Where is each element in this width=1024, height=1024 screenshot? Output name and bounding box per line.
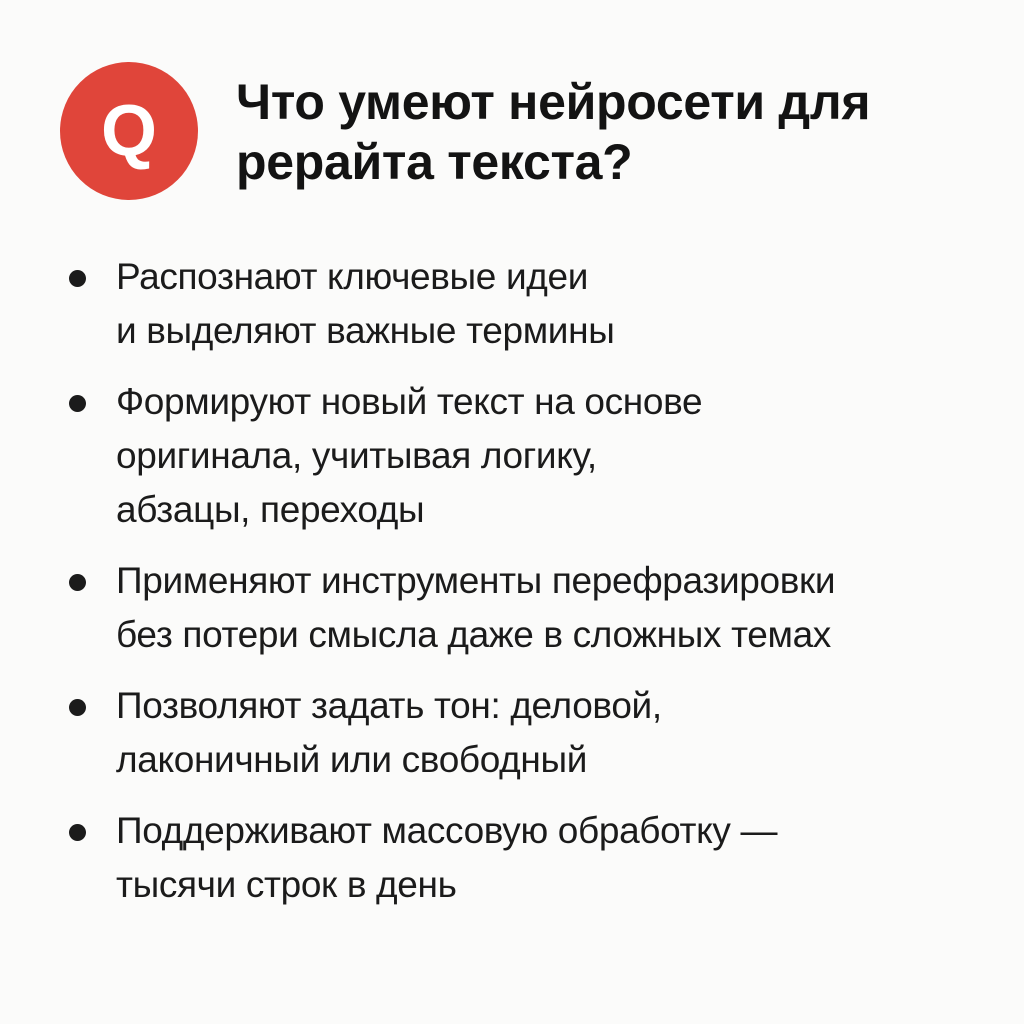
- list-item-line: Поддерживают массовую обработку —: [116, 810, 778, 851]
- list-item-line: тысячи строк в день: [116, 864, 457, 905]
- logo-letter: Q: [100, 91, 158, 171]
- list-item: [64, 554, 1014, 662]
- list-item: [64, 679, 1014, 787]
- bullet-dot-icon: [69, 270, 86, 287]
- list-item-line: Применяют инструменты перефразировки: [116, 560, 836, 601]
- list-item: [64, 250, 1014, 358]
- q-logo-graphic: [60, 62, 198, 200]
- q-logo-icon: [60, 62, 198, 200]
- page-title: [236, 72, 996, 192]
- title-line: Что умеют нейросети для: [236, 74, 871, 130]
- list-item-line: лаконичный или свободный: [116, 739, 588, 780]
- list-item-line: Позволяют задать тон: деловой,: [116, 685, 662, 726]
- bullet-dot-icon: [69, 395, 86, 412]
- bullet-dot-icon: [69, 574, 86, 591]
- list-item-line: оригинала, учитывая логику,: [116, 435, 597, 476]
- list-item-line: Формируют новый текст на основе: [116, 381, 703, 422]
- list-item-line: Распознают ключевые идеи: [116, 256, 589, 297]
- title-line: рерайта текста?: [236, 134, 633, 190]
- list-item-line: без потери смысла даже в сложных темах: [116, 614, 831, 655]
- list-item: [64, 375, 1014, 537]
- bullet-dot-icon: [69, 699, 86, 716]
- list-item: [64, 804, 1014, 912]
- list-item-line: и выделяют важные термины: [116, 310, 615, 351]
- list-item-line: абзацы, переходы: [116, 489, 425, 530]
- bullet-dot-icon: [69, 824, 86, 841]
- feature-list: [64, 250, 1014, 929]
